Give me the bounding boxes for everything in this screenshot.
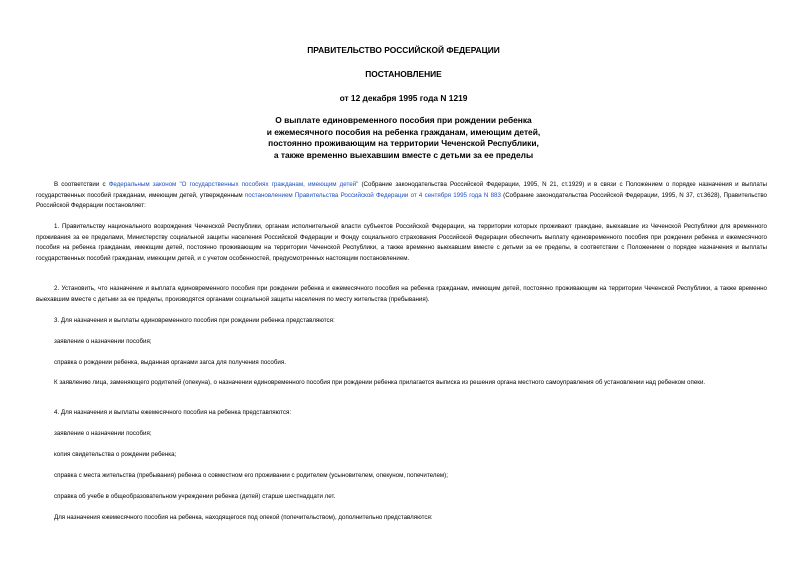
paragraph-3: 3. Для назначения и выплаты единовременного пособия при рождении ребенка представляются: [54,317,335,324]
preamble-text: В соответствии с [54,181,109,188]
document-title [0,115,807,161]
title-line: О выплате единовременного пособия при рождении ребенка [275,115,532,125]
paragraph-3-item: справка о рождении ребенка, выданная органами загса для получения пособия. [54,359,286,366]
paragraph-4-note: Для назначения ежемесячного пособия на ребенка, находящегося под опекой (попечительством), дополнительно представляются: [54,514,433,521]
preamble-text: (Собрание законодательства Российской Федерации, 1995, N 21, ст.1929) и в связи с Положением о порядке назначения и выплаты государственных пособий гражданам, имеющим детей, утвержденным [36,181,767,199]
government-resolution-link[interactable]: постановлением Правительства Российской Федерации от 4 сентября 1995 года N 883 [244,191,501,199]
preamble-paragraph [36,180,767,212]
paragraph-3-note: К заявлению лица, заменяющего родителей (опекуна), о назначении единовременного пособия при рождении ребенка прилагается выписка из решения органа местного самоуправления об установлении над ребенком опеки. [54,379,706,386]
paragraph-4-item: заявление о назначении пособия; [54,430,152,437]
paragraph-3-item: заявление о назначении пособия; [54,338,152,345]
paragraph-4-item: справка с места жительства (пребывания) ребенка о совместном его проживании с родителем (усыновителем, опекуном, попечителем); [54,472,448,479]
paragraph-4-item: справка об учебе в общеобразовательном учреждении ребенка (детей) старше шестнадцати лет. [54,493,336,500]
preamble-text: (Собрание законодательства Российской Федерации, 1995, N 37, ст.3628), Правительство Российской Федерации постановляет: [36,191,768,209]
title-line: и ежемесячного пособия на ребенка гражданам, имеющим детей, [266,126,541,137]
doc-type-heading: ПОСТАНОВЛЕНИЕ [365,69,442,79]
doc-date: от 12 декабря 1995 года N 1219 [339,93,468,103]
paragraph-1: 1. Правительству национального возрождения Чеченской Республики, органам исполнительной власти субъектов Российской Федерации, на территории которых проживают граждане, выехавшие из Чеченской Республики для временного проживания за ее пределами, Министерству социальной защиты населения Российской Федерации и Фонду социального страхования Российской Федерации обеспечить выплату единовременного пособия при рождении ребенка и ежемесячного пособия на ребенка гражданам, имеющим детей, постоянно проживающим на территории Чеченской Республики, а также временно выехавшим вместе с детьми за ее пределы, в соответствии с Положением о порядке назначения и выплаты государственных пособий гражданам, имеющим детей, и с учетом особенностей, предусмотренных настоящим постановлением. [36,223,767,262]
title-line: а также временно выехавшим вместе с детьми за ее пределы [273,149,534,160]
org-heading: ПРАВИТЕЛЬСТВО РОССИЙСКОЙ ФЕДЕРАЦИИ [307,45,500,55]
title-line: постоянно проживающим на территории Чеченской Республики, [268,138,539,149]
paragraph-4-item: копия свидетельства о рождении ребенка; [54,451,177,458]
paragraph-4: 4. Для назначения и выплаты ежемесячного пособия на ребенка представляются: [54,409,292,416]
federal-law-link[interactable]: Федеральным законом "О государственных пособиях гражданам, имеющим детей" [108,181,359,188]
paragraph-2: 2. Установить, что назначение и выплата единовременного пособия при рождении ребенка и ежемесячного пособия на ребенка гражданам, имеющим детей, постоянно проживающим на территории Чеченской Республики, а также временно выехавшим вместе с детьми за ее пределы, производятся органами социальной защиты населения по месту жительства (пребывания). [36,285,767,303]
